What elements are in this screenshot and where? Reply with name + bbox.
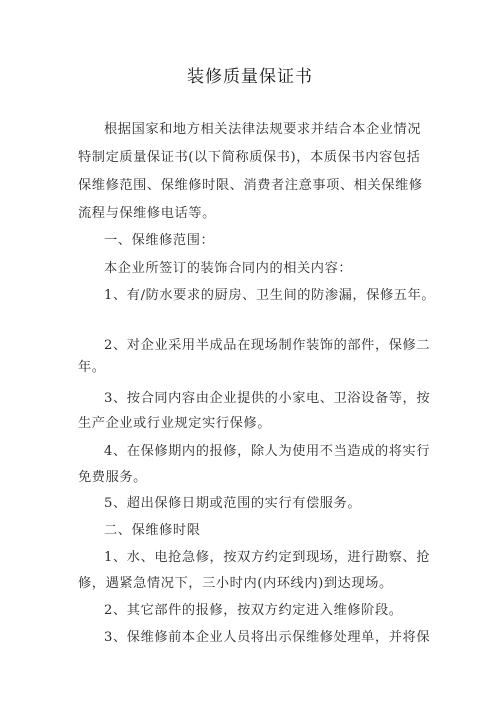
- list-item: 1、有/防水要求的厨房、卫生间的防渗漏，保修五年。: [104, 288, 436, 303]
- paragraph-line: 保维修范围、保维修时限、消费者注意事项、相关保维修: [78, 178, 423, 193]
- list-item: 4、在保修期内的报修，除人为使用不当造成的将实行: [104, 444, 431, 459]
- document-title: 装修质量保证书: [187, 67, 313, 87]
- list-item: 2、对企业采用半成品在现场制作装饰的部件，保修二: [104, 338, 431, 353]
- paragraph-line: 根据国家和地方相关法律法规要求并结合本企业情况: [104, 122, 422, 137]
- paragraph-line: 本企业所签订的装饰合同内的相关内容：: [104, 261, 353, 276]
- paragraph-line: 流程与保维修电话等。: [78, 206, 216, 221]
- list-item: 2、其它部件的报修，按双方约定进入维修阶段。: [104, 603, 403, 618]
- list-item: 1、水、电抢急修，按双方约定到现场，进行勘察、抢: [104, 550, 431, 565]
- section-heading: 二、保维修时限: [104, 523, 201, 538]
- paragraph-line: 特制定质量保证书(以下简称质保书)，本质保书内容包括: [78, 150, 421, 165]
- list-item-continuation: 免费服务。: [78, 470, 147, 485]
- list-item: 3、保维修前本企业人员将出示保维修处理单，并将保: [104, 630, 431, 645]
- list-item-continuation: 年。: [78, 360, 106, 375]
- section-heading: 一、保维修范围：: [104, 233, 215, 248]
- list-item: 5、超出保修日期或范围的实行有偿服务。: [104, 496, 362, 511]
- list-item: 3、按合同内容由企业提供的小家电、卫浴设备等，按: [104, 391, 431, 406]
- list-item-continuation: 生产企业或行业规定实行保修。: [78, 416, 272, 431]
- list-item-continuation: 修，遇紧急情况下，三小时内(内环线内)到达现场。: [78, 576, 393, 591]
